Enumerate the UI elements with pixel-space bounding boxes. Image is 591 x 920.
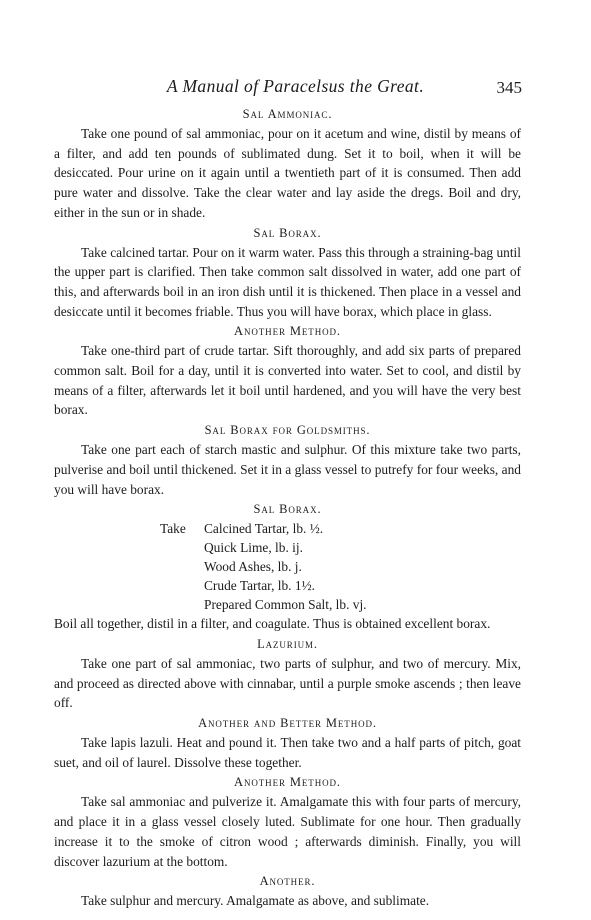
section-another-method-2 bbox=[54, 772, 521, 871]
section-paragraph: Take lapis lazuli. Heat and pound it. Then take two and a half parts of pitch, goat suet, and oil of laurel. Dissolve these together. bbox=[54, 735, 521, 770]
running-title: A Manual of Paracelsus the Great. bbox=[166, 76, 425, 96]
section-heading: Sal Ammoniac. bbox=[242, 107, 333, 121]
page-number: 345 bbox=[496, 78, 522, 97]
section-paragraph: Take sulphur and mercury. Amalgamate as above, and sublimate. bbox=[81, 893, 430, 909]
ingredient-item: Quick Lime, lb. ij. bbox=[204, 540, 303, 556]
section-sal-ammoniac bbox=[54, 104, 521, 223]
section-paragraph: Take one-third part of crude tartar. Sift thoroughly, and add six parts of prepared common salt. Boil for a day, until it is converted into water. Set to cool, and distil by means of a filter, afterwards let it boil until hardened, and you will have the very best borax. bbox=[54, 343, 521, 418]
section-heading: Lazurium. bbox=[257, 636, 318, 651]
section-heading: Another. bbox=[259, 874, 316, 889]
section-lazurium bbox=[54, 634, 521, 713]
section-sal-borax-goldsmiths bbox=[54, 420, 521, 499]
section-paragraph: Take calcined tartar. Pour on it warm water. Pass this through a straining-bag until the upper part is clarified. Then take common salt dissolved in water, add one part of this, and afterwards boil in an iron dish until it is thickened. Then place in a vessel and desiccate until it becomes friable. Thus you will have borax, which place in glass. bbox=[54, 244, 521, 319]
section-heading: Another and Better Method. bbox=[198, 716, 377, 731]
section-heading: Another Method. bbox=[234, 775, 341, 790]
page-body bbox=[54, 104, 521, 911]
section-another-method bbox=[54, 321, 521, 420]
ingredient-item: Crude Tartar, lb. 1½. bbox=[204, 578, 315, 594]
section-heading: Sal Borax for Goldsmiths. bbox=[204, 423, 371, 438]
ingredient-item: Calcined Tartar, lb. ½. bbox=[204, 521, 324, 537]
section-paragraph: Take one pound of sal ammoniac, pour on it acetum and wine, distil by means of a filter, and add ten pounds of sublimated dung. Set it to boil, when it will be desiccated. Pour urine on it again until a twentieth part of it is consumed. Then add pure water and dissolve. Take the clear water and lay aside the dregs. Boil and dry, either in the sun or in shade. bbox=[54, 126, 521, 220]
section-another-better-method bbox=[54, 713, 521, 772]
section-paragraph: Take one part of sal ammoniac, two parts of sulphur, and two of mercury. Mix, and proceed as directed above with cinnabar, until a purple smoke ascends ; then leave off. bbox=[54, 655, 521, 711]
section-another bbox=[54, 871, 521, 911]
take-label: Take bbox=[160, 521, 186, 537]
section-paragraph: Take one part each of starch mastic and sulphur. Of this mixture take two parts, pulverise and boil until thickened. Set it in a glass vessel to putrefy for four weeks, and you will have borax. bbox=[54, 442, 521, 497]
section-heading: Sal Borax. bbox=[253, 225, 322, 240]
section-sal-borax bbox=[54, 223, 521, 322]
section-heading: Sal Borax. bbox=[253, 502, 322, 517]
section-paragraph: Take sal ammoniac and pulverize it. Amalgamate this with four parts of mercury, and place it in a glass vessel closely luted. Sublimate for one hour. Then gradually increase it to the smoke of citron wood ; afterwards diminish. Finally, you will discover lazurium at the bottom. bbox=[54, 794, 521, 869]
section-sal-borax-recipe bbox=[54, 499, 521, 634]
page-header bbox=[0, 74, 591, 100]
ingredient-list bbox=[54, 519, 521, 614]
ingredient-item: Wood Ashes, lb. j. bbox=[204, 559, 302, 575]
section-paragraph: Boil all together, distil in a filter, and coagulate. Thus is obtained excellent borax. bbox=[54, 616, 491, 632]
section-heading: Another Method. bbox=[234, 324, 341, 339]
ingredient-item: Prepared Common Salt, lb. vj. bbox=[204, 597, 367, 613]
